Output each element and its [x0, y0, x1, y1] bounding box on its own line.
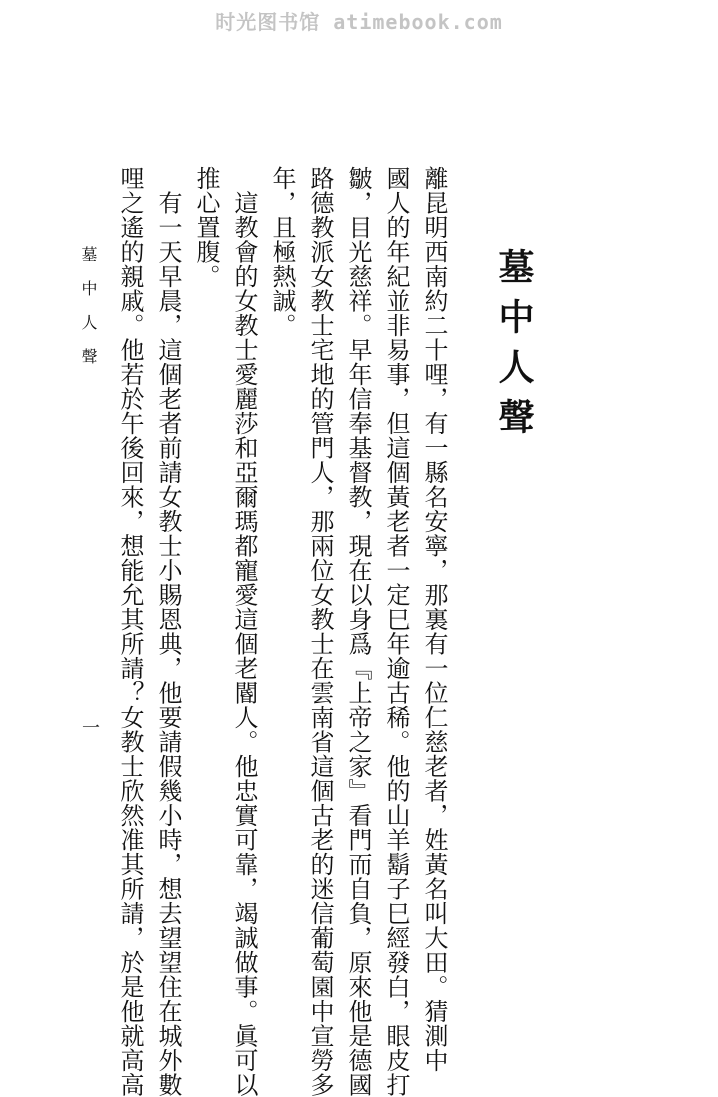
text-line-3: 皺，目光慈祥。早年信奉基督教，現在以身爲『上帝之家』看門而自負，原來他是德國	[344, 166, 372, 1097]
text-line-4: 路德教派女教士宅地的管門人，那兩位女教士在雲南省這個古老的迷信葡萄園中宣勞多	[306, 166, 334, 1097]
page-number: 一	[79, 718, 100, 736]
page-title: 墓中人聲	[493, 248, 535, 448]
text-line-6: 這教會的女教士愛麗莎和亞爾瑪都寵愛這個老閽人。他忠實可靠，竭誠做事。眞可以	[230, 166, 258, 1097]
text-line-2: 國人的年紀並非易事，但這個黃老者一定巳年逾古稀。他的山羊鬍子巳經發白，眼皮打	[382, 166, 410, 1097]
text-line-1: 離昆明西南約二十哩，有一縣名安寧，那裏有一位仁慈老者，姓黃名叫大田。猜測中	[420, 166, 448, 1073]
text-line-7: 推心置腹。	[192, 166, 220, 289]
text-line-9: 哩之遙的親戚。他若於午後回來，想能允其所請？女教士欣然准其所請，於是他就高高	[116, 166, 144, 1097]
text-line-8: 有一天早晨，這個老者前請女教士小賜恩典，他要請假幾小時，想去望望住在城外數	[154, 166, 182, 1097]
running-head: 墓中人聲	[79, 246, 98, 382]
text-line-5: 年，且極熱誠。	[268, 166, 296, 338]
watermark: 时光图书馆 atimebook.com	[215, 10, 503, 34]
